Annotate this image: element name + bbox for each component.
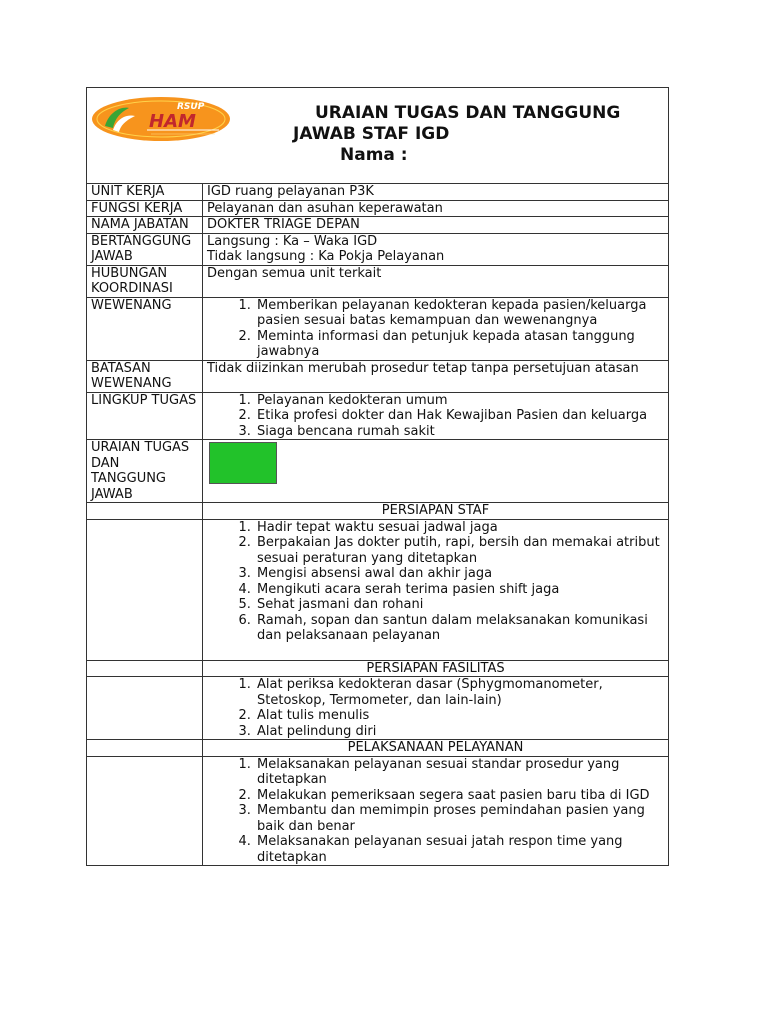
value-uraian-tugas: [203, 440, 669, 503]
row-hubungan-koordinasi: [87, 265, 669, 297]
value-lingkup-tugas: [203, 392, 669, 440]
value-wewenang: [203, 297, 669, 360]
section-title-persiapan-fasilitas: PERSIAPAN FASILITAS: [203, 660, 669, 677]
list-item: 1. Hadir tepat waktu sesuai jadwal jaga: [255, 520, 664, 536]
value-pelaksanaan-pelayanan: [203, 756, 669, 866]
label-nama-jabatan: NAMA JABATAN: [87, 217, 203, 234]
document-title-line-1: URAIAN TUGAS DAN TANGGUNG: [315, 103, 621, 123]
row-fungsi-kerja: [87, 200, 669, 217]
row-uraian-tugas: [87, 440, 669, 503]
value-fungsi-kerja: Pelayanan dan asuhan keperawatan: [203, 200, 669, 217]
label-wewenang: WEWENANG: [87, 297, 203, 360]
row-pelaksanaan-pelayanan-title: [87, 740, 669, 757]
job-description-document: [86, 87, 668, 866]
label-batasan-wewenang: BATASAN WEWENANG: [87, 360, 203, 392]
list-item: 6. Ramah, sopan dan santun dalam melaksanakan komunikasi dan pelaksanaan pelayanan: [255, 613, 664, 644]
row-persiapan-staf: [87, 519, 669, 660]
value-persiapan-staf: [203, 519, 669, 660]
section-title-persiapan-staf: PERSIAPAN STAF: [203, 503, 669, 520]
empty-cell: [87, 677, 203, 740]
list-item: 2. Melakukan pemeriksaan segera saat pasien baru tiba di IGD: [255, 788, 664, 804]
label-uraian-tugas: URAIAN TUGAS DAN TANGGUNG JAWAB: [87, 440, 203, 503]
pelaksanaan-pelayanan-list: [207, 757, 664, 866]
list-item: 5. Sehat jasmani dan rohani: [255, 597, 664, 613]
green-highlight-box: [209, 442, 277, 484]
svg-text:HAM: HAM: [149, 111, 196, 132]
list-item: 1. Memberikan pelayanan kedokteran kepada pasien/keluarga pasien sesuai batas kemampuan dan wewenangnya: [255, 298, 664, 329]
label-bertanggung-jawab: BERTANGGUNG JAWAB: [87, 233, 203, 265]
row-nama-jabatan: [87, 217, 669, 234]
row-persiapan-staf-title: [87, 503, 669, 520]
header-cell: [87, 88, 669, 184]
lingkup-tugas-list: [207, 393, 664, 440]
list-item: 1. Alat periksa kedokteran dasar (Sphygmomanometer, Stetoskop, Termometer, dan lain-lain): [255, 677, 664, 708]
row-lingkup-tugas: [87, 392, 669, 440]
bertanggung-jawab-tidak-langsung: Tidak langsung : Ka Pokja Pelayanan: [207, 249, 445, 264]
value-bertanggung-jawab: [203, 233, 669, 265]
value-persiapan-fasilitas: [203, 677, 669, 740]
empty-cell: [87, 503, 203, 520]
list-item: 2. Berpakaian Jas dokter putih, rapi, bersih dan memakai atribut sesuai peraturan yang ditetapkan: [255, 535, 664, 566]
value-batasan-wewenang: Tidak diizinkan merubah prosedur tetap tanpa persetujuan atasan: [203, 360, 669, 392]
section-title-pelaksanaan-pelayanan: PELAKSANAAN PELAYANAN: [203, 740, 669, 757]
list-item: 4. Mengikuti acara serah terima pasien shift jaga: [255, 582, 664, 598]
empty-cell: [87, 756, 203, 866]
list-item: 3. Alat pelindung diri: [255, 724, 664, 740]
value-nama-jabatan: DOKTER TRIAGE DEPAN: [203, 217, 669, 234]
label-unit-kerja: UNIT KERJA: [87, 184, 203, 201]
row-pelaksanaan-pelayanan: [87, 756, 669, 866]
list-item: 2. Etika profesi dokter dan Hak Kewajiban Pasien dan keluarga: [255, 408, 664, 424]
empty-cell: [87, 519, 203, 660]
persiapan-fasilitas-list: [207, 677, 664, 739]
hospital-logo: [91, 96, 231, 142]
bertanggung-jawab-langsung: Langsung : Ka – Waka IGD: [207, 233, 378, 249]
label-hubungan-koordinasi: HUBUNGAN KOORDINASI: [87, 265, 203, 297]
label-lingkup-tugas: LINGKUP TUGAS: [87, 392, 203, 440]
value-unit-kerja: IGD ruang pelayanan P3K: [203, 184, 669, 201]
list-item: 4. Melaksanakan pelayanan sesuai jatah respon time yang ditetapkan: [255, 834, 664, 865]
list-item: 3. Membantu dan memimpin proses pemindahan pasien yang baik dan benar: [255, 803, 664, 834]
row-persiapan-fasilitas-title: [87, 660, 669, 677]
row-batasan-wewenang: [87, 360, 669, 392]
job-description-table: [86, 87, 669, 866]
persiapan-staf-list: [207, 520, 664, 644]
wewenang-list: [207, 298, 664, 360]
list-item: 1. Pelayanan kedokteran umum: [255, 393, 664, 409]
header-row: [87, 88, 669, 184]
empty-cell: [87, 660, 203, 677]
document-title-line-2: JAWAB STAF IGD: [293, 124, 450, 144]
value-hubungan-koordinasi: Dengan semua unit terkait: [203, 265, 669, 297]
list-item: 3. Mengisi absensi awal dan akhir jaga: [255, 566, 664, 582]
label-fungsi-kerja: FUNGSI KERJA: [87, 200, 203, 217]
row-persiapan-fasilitas: [87, 677, 669, 740]
list-item: 2. Meminta informasi dan petunjuk kepada atasan tanggung jawabnya: [255, 329, 664, 360]
list-item: 1. Melaksanakan pelayanan sesuai standar prosedur yang ditetapkan: [255, 757, 664, 788]
list-item: 3. Siaga bencana rumah sakit: [255, 424, 664, 440]
row-bertanggung-jawab: [87, 233, 669, 265]
row-wewenang: [87, 297, 669, 360]
document-title-name: Nama :: [340, 145, 408, 165]
empty-cell: [87, 740, 203, 757]
row-unit-kerja: [87, 184, 669, 201]
list-item: 2. Alat tulis menulis: [255, 708, 664, 724]
svg-text:RSUP: RSUP: [177, 102, 205, 112]
